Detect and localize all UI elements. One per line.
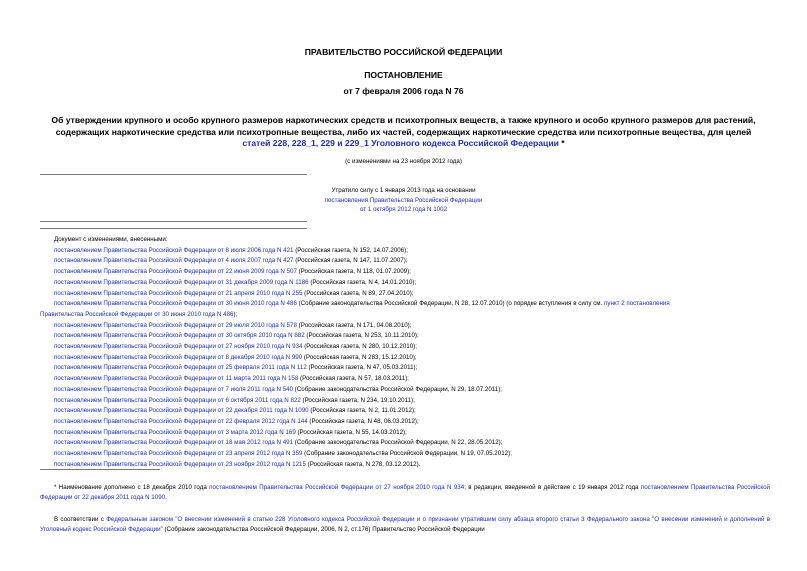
amendment-item [40,331,770,342]
amendment-source: (Российская газета, N 253, 10.11.2010); [304,332,419,340]
amendment-item [40,246,770,257]
amendments-items [40,246,770,471]
amendment-link[interactable]: постановлением Правительства Российской Федерации от 31 декабря 2009 года N 1186 [54,278,309,286]
government-heading: ПРАВИТЕЛЬСТВО РОССИЙСКОЙ ФЕДЕРАЦИИ [304,47,503,57]
amendment-item [40,374,770,385]
amendment-source: (Российская газета, N 4, 14.01.2010); [308,278,417,286]
amendment-source: (Российская газета, N 152, 14.07.2006); [293,246,408,254]
amendment-link[interactable]: постановлением Правительства Российской Федерации от 11 марта 2011 года N 158 [54,375,299,383]
preamble-text: В соответствии с [54,516,107,523]
amendment-source-tail: ); [233,310,238,318]
amendment-item [40,321,770,332]
amendment-item [40,417,770,428]
lost-force-block [0,186,807,215]
amendment-item [40,342,770,353]
amendment-source: (Российская газета, N 118, 01.07.2009); [296,268,411,276]
amendment-item [40,353,770,364]
amendment-link[interactable]: постановлением Правительства Российской Федерации от 21 апреля 2010 года N 255 [54,289,303,297]
amendment-link[interactable]: постановлением Правительства Российской Федерации от 23 апреля 2012 года N 359 [54,450,303,458]
footnote-divider [40,469,160,470]
amendment-link[interactable]: постановлением Правительства Российской Федерации от 3 марта 2012 года N 169 [54,428,296,436]
amendment-source: (Российская газета, N 55, 14.03.2012); [295,428,407,436]
lost-force-link-date[interactable]: от 1 октября 2012 года N 1002 [359,206,448,214]
amendment-link[interactable]: постановлением Правительства Российской Федерации от 23 ноября 2012 года N 1215 [54,460,306,468]
amendment-item [40,385,770,396]
amendment-link[interactable]: постановлением Правительства Российской Федерации от 22 июня 2009 года N 507 [54,268,297,276]
amendment-source: (Российская газета, N 280, 10.12.2010); [302,343,417,351]
amendments-intro: Документ с изменениями, внесенными: [54,236,168,243]
amendment-item-continuation [40,310,770,321]
amendment-source: (Российская газета, N 171, 04.08.2010); [296,321,412,329]
amendment-link[interactable]: постановлением Правительства Российской Федерации от 22 февраля 2012 года N 144 [54,417,308,425]
amendment-link[interactable]: постановлением Правительства Российской Федерации от 6 октября 2011 года N 822 [54,396,301,404]
amendment-item [40,438,770,449]
amendment-source: (Собрание законодательства Российской Федерации, N 22, 28.05.2012); [293,439,503,447]
lost-force-link[interactable]: постановления Правительства Российской Федерации [324,196,483,204]
federal-law-link[interactable]: Федеральным законом "О внесении изменений в статью 228 Уголовного кодекса Российской Федерации и о признании утратившим силу абзаца второго статьи 3 Федерального закона "О внесении изменений и дополнений в Уголовный кодекс Российской Федерации" [40,516,770,533]
changes-note: (с изменениями на 23 ноября 2012 года) [345,158,462,165]
amendment-clause-link-cont[interactable]: Правительства Российской Федерации от 30 июня 2010 года N 486 [40,310,234,318]
amendment-link[interactable]: постановлением Правительства Российской Федерации от 30 октября 2010 года N 882 [54,332,305,340]
amendment-link[interactable]: постановлением Правительства Российской Федерации от 7 июля 2011 года N 540 [54,385,294,393]
document-date-heading: от 7 февраля 2006 года N 76 [343,86,464,96]
footnote-link-1090[interactable]: постановлением Правительства Российской Федерации от 22 декабря 2011 года N 1090 [40,484,770,501]
footnote [40,483,770,503]
amendment-link[interactable]: постановлением Правительства Российской Федерации от 18 мая 2012 года N 491 [54,439,294,447]
amendment-source: (Собрание законодательства Российской Федерации, N 19, 07.05.2012); [302,450,512,458]
amendment-link[interactable]: постановлением Правительства Российской Федерации от 29 июля 2010 года N 578 [54,321,297,329]
amendment-source: (Российская газета, N 48, 06.03.2012); [307,417,419,425]
amendment-source: (Российская газета, N 278, 03.12.2012). [305,460,421,468]
amendment-source: (Собрание законодательства Российской Федерации, N 28, 12.07.2010) (о порядке вступления в силу см. [296,300,603,308]
footnote-text-mid: ; в редакции, введенной в действие с 19 января 2012 года [464,484,641,491]
amendment-link[interactable]: постановлением Правительства Российской Федерации от 25 февраля 2011 года N 112 [54,364,307,372]
preamble-text-end: (Собрание законодательства Российской Федерации, 2006, N 2, ст.176) Правительство Российской Федерации [162,526,485,533]
amendment-link[interactable]: постановлением Правительства Российской Федерации от 27 ноября 2010 года N 934 [54,343,303,351]
amendment-link[interactable]: постановлением Правительства Российской Федерации от 4 июля 2007 года N 427 [54,257,294,265]
amendment-item [40,449,770,460]
amendment-item [40,406,770,417]
amendment-item [40,289,770,300]
amendment-source: (Российская газета, N 283, 15.12.2010); [302,353,417,361]
amendment-item [40,299,770,310]
amendment-source: (Российская газета, N 2, 11.01.2012); [308,407,416,415]
amendment-link[interactable]: постановлением Правительства Российской Федерации от 22 декабря 2011 года N 1090 [54,407,309,415]
title-footnote-mark: * [558,138,565,148]
lost-force-text: Утратило силу с 1 января 2013 года на основании [331,187,476,194]
amendment-item [40,256,770,267]
amendment-clause-link[interactable]: пункт 2 постановления [602,300,670,308]
amendment-source: (Собрание законодательства Российской Федерации, N 29, 18.07.2011); [293,385,502,393]
amendment-source: (Российская газета, N 89, 27.04.2010); [302,289,414,297]
amendments-list [40,235,770,470]
footnote-text: * Наименование дополнено с 18 декабря 2010 года [54,484,210,491]
divider [40,221,307,222]
footnote-text-end: . [165,494,167,501]
amendment-item [40,267,770,278]
amendment-source: (Российская газета, N 57, 18.03.2011); [298,375,409,383]
document-title [40,115,767,150]
amendment-source: (Российская газета, N 47, 05.03.2011); [306,364,418,372]
amendment-link[interactable]: постановлением Правительства Российской Федерации от 8 июля 2006 года N 421 [54,246,294,254]
amendment-link[interactable]: постановлением Правительства Российской Федерации от 30 июня 2010 года N 486 [54,300,297,308]
divider [40,228,307,229]
footnote-link-934[interactable]: постановлением Правительства Российской Федерации от 27 ноября 2010 года N 934 [209,484,465,491]
amendment-source: (Российская газета, N 234, 19.10.2011); [300,396,415,404]
document-type-heading: ПОСТАНОВЛЕНИЕ [364,70,443,80]
amendment-item [40,278,770,289]
preamble-paragraph [40,515,770,535]
amendment-link[interactable]: постановлением Правительства Российской Федерации от 8 декабря 2010 года N 990 [54,353,303,361]
document-title-text: Об утверждении крупного и особо крупного размеров наркотических средств и психотропных веществ, а также крупного и особо крупного размеров для растений, содержащих наркотические средства или психотропные вещества, либо их частей, содержащих наркотические средства или психотропные вещества, для целей [51,115,756,137]
criminal-code-link[interactable]: статей 228, 228_1, 229 и 229_1 Уголовного кодекса Российской Федерации [242,138,559,148]
divider [40,174,307,175]
amendment-item [40,428,770,439]
amendment-item [40,396,770,407]
amendment-item [40,363,770,374]
amendment-source: (Российская газета, N 147, 11.07.2007); [293,257,408,265]
